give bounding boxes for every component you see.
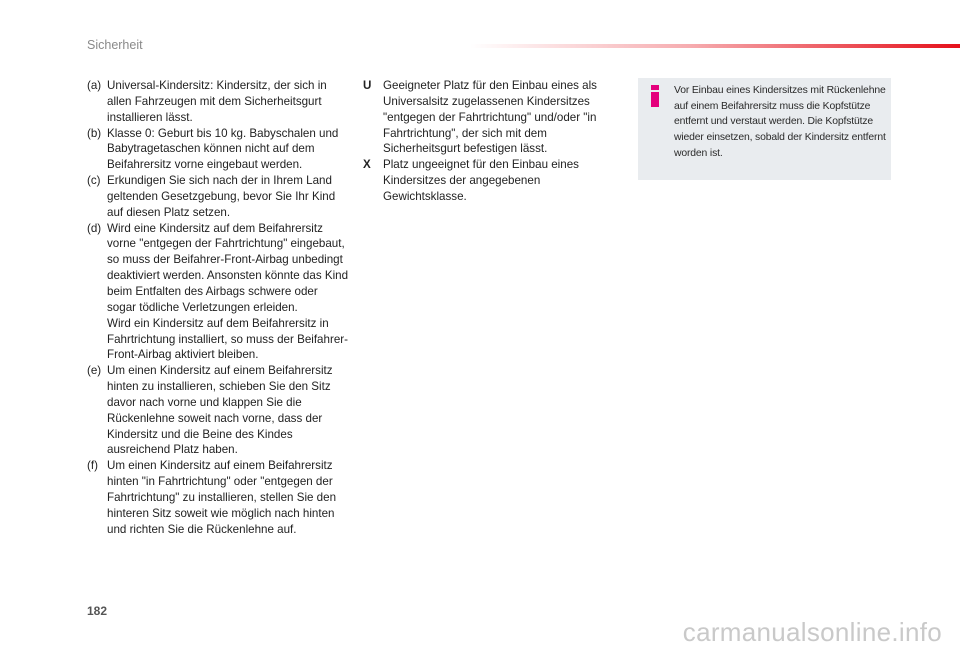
section-title: Sicherheit xyxy=(87,38,143,52)
watermark: carmanualsonline.info xyxy=(682,617,942,647)
footnote-text: Um einen Kindersitz auf einem Beifahrersitz hinten "in Fahrtrichtung" oder "entgegen der Fahrtrichtung" zu installieren, stellen Sie den hinteren Sitz soweit wie möglich nach hinten und richten Sie die Rückenlehne auf. xyxy=(107,459,337,536)
footnote-text: Um einen Kindersitz auf einem Beifahrersitz hinten zu installieren, schieben Sie den Sitz davor nach vorne und klappen Sie die Rückenlehne soweit nach vorne, dass der Kindersitz und die Beine des Kindes ausreichend Platz haben. xyxy=(107,364,333,457)
info-box xyxy=(638,78,891,180)
page-number: 182 xyxy=(87,604,108,618)
footnote-text: Erkundigen Sie sich nach der in Ihrem Land geltenden Gesetzgebung, bevor Sie Ihr Kind auf diesen Platz setzen. xyxy=(107,174,336,219)
info-text: Vor Einbau eines Kindersitzes mit Rückenlehne auf einem Beifahrersitz muss die Kopfstütze entfernt und verstaut werden. Die Kopfstütze wieder einsetzen, sobald der Kindersitz entfernt worden ist. xyxy=(674,85,886,159)
legend-column xyxy=(363,78,625,205)
header-accent-rule xyxy=(470,44,960,48)
footnote-b xyxy=(87,126,349,174)
footnote-text: Universal-Kindersitz: Kindersitz, der sich in allen Fahrzeugen mit dem Sicherheitsgurt installieren lässt. xyxy=(107,79,327,124)
footnote-d xyxy=(87,221,349,364)
footnote-f xyxy=(87,458,349,537)
footnotes-column xyxy=(87,78,349,537)
footnote-text: Wird ein Kindersitz auf dem Beifahrersitz in Fahrtrichtung installiert, so muss der Beifahrer-Front-Airbag aktiviert bleiben. xyxy=(107,316,348,362)
info-icon xyxy=(648,84,662,108)
legend-label: U xyxy=(363,79,372,92)
footnote-text: Klasse 0: Geburt bis 10 kg. Babyschalen und Babytragetaschen können nicht auf dem Beifahrersitz vorne eingebaut werden. xyxy=(107,126,339,172)
footnote-a xyxy=(87,78,349,126)
footnote-label: (b) xyxy=(87,126,102,140)
footnote-text: Wird eine Kindersitz auf dem Beifahrersitz vorne "entgegen der Fahrtrichtung" eingebaut, so muss der Beifahrer-Front-Airbag unbedingt deaktiviert werden. Ansonsten könnte das Kind beim Entfalten des Airbags schwere oder sogar tödliche Verletzungen erleiden. xyxy=(107,221,349,314)
legend-text: Platz ungeeignet für den Einbau eines Kindersitzes der angegebenen Gewichtsklasse. xyxy=(383,158,579,203)
legend-item-u xyxy=(363,78,625,157)
legend-label: X xyxy=(363,158,371,172)
footnote-e xyxy=(87,363,349,458)
footnote-label: (a) xyxy=(87,79,102,92)
footnote-label: (d) xyxy=(87,221,102,235)
footnote-c xyxy=(87,173,349,221)
footnote-label: (e) xyxy=(87,364,102,378)
footnote-label: (f) xyxy=(87,459,98,473)
footnote-label: (c) xyxy=(87,174,101,188)
legend-text: Geeigneter Platz für den Einbau eines als Universalsitz zugelassenen Kindersitzes "entgegen der Fahrtrichtung" und/oder "in Fahrtrichtung", der sich mit dem Sicherheitsgurt befestigen lässt. xyxy=(383,79,597,156)
legend-item-x xyxy=(363,157,625,205)
